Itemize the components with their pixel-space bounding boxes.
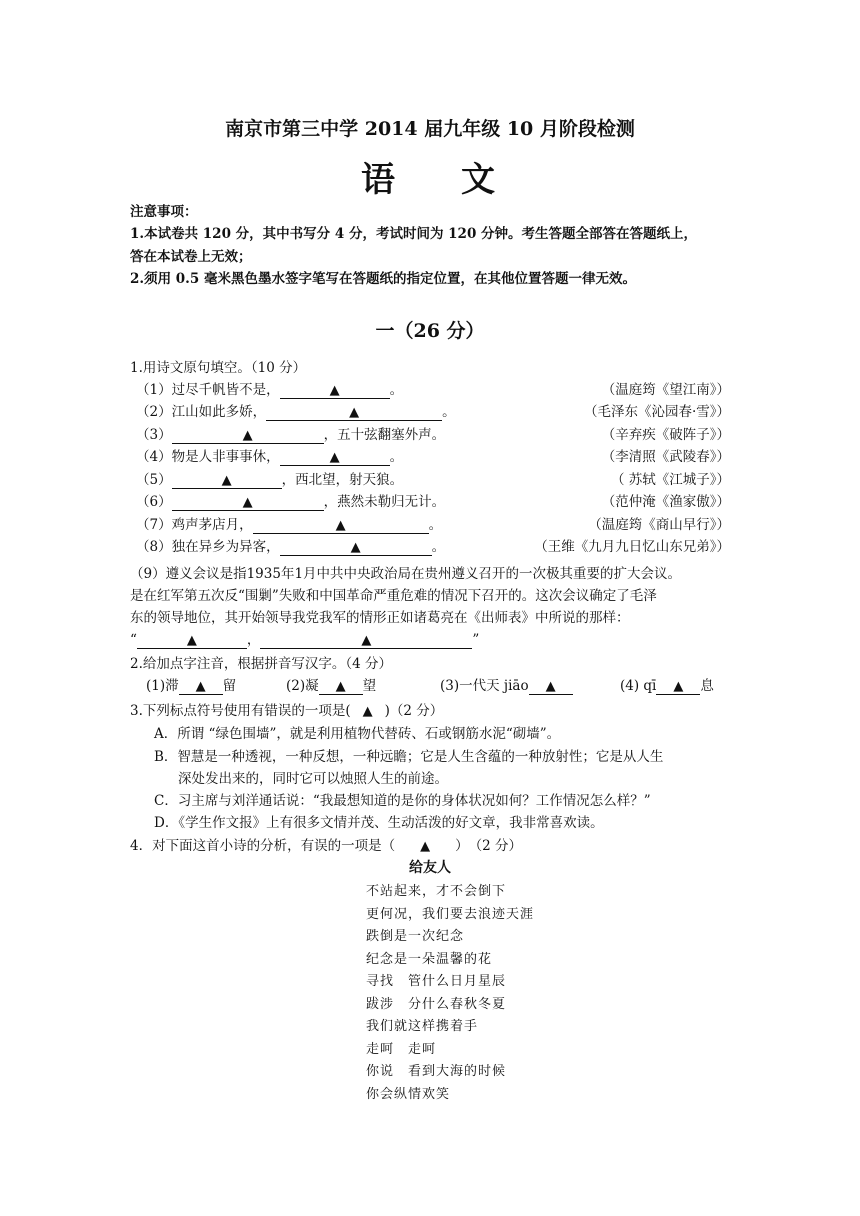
- q3-option-b-line1: B．智慧是一种透视，一种反想，一种远瞻；它是人生含蕴的一种放射性；它是从人生: [154, 749, 664, 765]
- q3-option-c: C．习主席与刘洋通话说：“我最想知道的是你的身体状况如何？工作情况怎么样？”: [154, 793, 651, 809]
- poem-line: 更何况，我们要去浪迹天涯: [366, 906, 535, 922]
- dotted-char: 滞: [165, 678, 179, 694]
- answer-blank[interactable]: [260, 633, 472, 649]
- item-text-before: 江山如此多娇，: [171, 404, 267, 420]
- notice-item2: 2.须用 0.5 毫米黑色墨水签字笔写在答题纸的指定位置，在其他位置答题一律无效。: [130, 271, 636, 287]
- item-text-after: 。: [428, 517, 443, 533]
- quote-open: “: [130, 632, 137, 648]
- item-source: （温庭筠《商山早行》）: [588, 517, 730, 533]
- subject-char-left: 语: [361, 160, 399, 200]
- item-source: （毛泽东《沁园春·雪》）: [583, 404, 730, 420]
- blank-marker: ▲: [673, 679, 684, 694]
- answer-slot[interactable]: [395, 838, 455, 854]
- section-heading: 一（26 分）: [375, 320, 485, 342]
- item-number: （7）: [136, 517, 172, 533]
- notice-item1-line2: 答在本试卷上无效；: [130, 249, 252, 265]
- poem-line: 纪念是一朵温馨的花: [366, 951, 493, 967]
- item-text-after: 。: [431, 539, 446, 555]
- item-text-before: 物是人非事事休，: [171, 449, 280, 465]
- q1-item9-answer: [130, 628, 479, 649]
- item-text-after: 。: [389, 382, 404, 398]
- q2-part4: (4) qī ▲ 息: [620, 678, 714, 694]
- blank-marker: ▲: [361, 633, 372, 648]
- notice-item1-line1: 1.本试卷共 120 分，其中书写分 4 分，考试时间为 120 分钟。考生答题全部答在答题纸上，: [130, 226, 698, 242]
- q1-item: [136, 490, 445, 511]
- q2-part2: (2)凝 ▲ 望: [286, 678, 377, 694]
- q2-part3: (3)一代天 jiāo ▲: [440, 674, 573, 695]
- q1-item: [136, 535, 445, 556]
- item-number: （8）: [136, 539, 172, 555]
- item-text-after: ，五十弦翻塞外声。: [323, 427, 446, 443]
- answer-blank[interactable]: [529, 679, 573, 695]
- blank-marker: ▲: [221, 473, 232, 488]
- blank-marker: ▲: [350, 540, 361, 555]
- answer-blank[interactable]: [172, 495, 324, 511]
- q2-prompt: 2.给加点字注音，根据拼音写汉字。（4 分）: [130, 656, 393, 672]
- blank-marker: ▲: [195, 679, 206, 694]
- q1-item: [136, 513, 442, 534]
- q1-item9-line2: 是在红军第五次反“围剿”失败和中国革命严重危难的情况下召开的。这次会议确定了毛泽: [130, 588, 657, 604]
- answer-blank[interactable]: [179, 679, 223, 695]
- poem-title: 给友人: [409, 860, 451, 876]
- blank-marker: ▲: [329, 383, 340, 398]
- item-source: （ 苏轼《江城子》）: [610, 472, 730, 488]
- item-text-before: 过尽千帆皆不是，: [171, 382, 280, 398]
- poem-line: 我们就这样携着手: [366, 1019, 479, 1034]
- q1-item: [136, 468, 403, 489]
- poem-line: 你说 看到大海的时候: [366, 1064, 507, 1079]
- poem-line: 走呵 走呵: [366, 1041, 437, 1057]
- item-text-before: 鸡声茅店月，: [171, 517, 253, 533]
- answer-blank[interactable]: [280, 450, 390, 466]
- blank-marker: ▲: [362, 704, 373, 719]
- item-number: （1）: [136, 382, 172, 398]
- q2-part1: (1)滞 ▲ 留: [146, 678, 237, 694]
- item-text-after: ，西北望，射天狼。: [281, 472, 404, 488]
- answer-blank[interactable]: [253, 518, 429, 534]
- blank-marker: ▲: [329, 450, 340, 465]
- answer-blank[interactable]: [172, 473, 282, 489]
- blank-marker: ▲: [545, 679, 556, 694]
- answer-blank[interactable]: [656, 679, 700, 695]
- item-number: （6）: [136, 494, 172, 510]
- q3-option-b-line2: 深处发出来的，同时它可以烛照人生的前途。: [178, 771, 448, 787]
- item-source: （王维《九月九日忆山东兄弟》）: [534, 539, 730, 555]
- blank-marker: ▲: [186, 633, 197, 648]
- comma: ，: [246, 632, 261, 648]
- q1-item9-line3: 东的领导地位，其开始领导我党我军的情形正如诸葛亮在《出师表》中所说的那样：: [130, 610, 630, 626]
- q1-item9-line1: （9）遵义会议是指1935年1月中共中央政治局在贵州遵义召开的一次极其重要的扩大会议。: [130, 566, 682, 582]
- q3-option-d: D．《学生作文报》上有很多文情并茂、生动活泼的好文章，我非常喜欢读。: [154, 815, 604, 831]
- q1-item: [136, 423, 445, 444]
- q4-prompt: 4．对下面这首小诗的分析，有误的一项是（ ▲ ） （2 分）: [130, 838, 522, 854]
- poem-line: 跋涉 分什么春秋冬夏: [366, 996, 507, 1012]
- item-source: （温庭筠《望江南》）: [601, 382, 730, 398]
- dotted-char: 凝: [305, 678, 319, 694]
- item-number: （5）: [136, 472, 172, 488]
- item-number: （3）: [136, 427, 172, 443]
- answer-slot[interactable]: [351, 703, 385, 719]
- q1-item: [136, 445, 403, 466]
- exam-title: 南京市第三中学 2014 届九年级 10 月阶段检测: [225, 118, 635, 140]
- answer-blank[interactable]: [172, 428, 324, 444]
- blank-marker: ▲: [242, 428, 253, 443]
- notice-heading: 注意事项：: [130, 204, 198, 220]
- item-number: （4）: [136, 449, 172, 465]
- poem-line: 寻找 管什么日月星辰: [366, 974, 507, 989]
- answer-blank[interactable]: [280, 540, 432, 556]
- subject-char-right: 文: [461, 160, 499, 200]
- blank-marker: ▲: [242, 495, 253, 510]
- item-text-after: 。: [442, 404, 456, 420]
- answer-blank[interactable]: [266, 405, 442, 421]
- answer-blank[interactable]: [137, 633, 247, 649]
- q1-prompt: 1.用诗文原句填空。（10 分）: [130, 360, 307, 376]
- item-number: （2）: [136, 404, 172, 420]
- item-text-after: ，燕然未勒归无计。: [323, 494, 446, 510]
- poem-line: 跌倒是一次纪念: [366, 929, 465, 944]
- subject-title: [0, 152, 860, 201]
- poem-line: 不站起来，才不会倒下: [366, 884, 507, 899]
- answer-blank[interactable]: [319, 679, 363, 695]
- item-source: （范仲淹《渔家傲》）: [601, 494, 730, 510]
- item-text-before: 独在异乡为异客，: [171, 539, 280, 555]
- answer-blank[interactable]: [280, 383, 390, 399]
- blank-marker: ▲: [335, 518, 346, 533]
- item-text-after: 。: [389, 449, 404, 465]
- q1-item: [136, 378, 403, 399]
- q1-item: [136, 400, 456, 421]
- poem-line: 你会纵情欢笑: [366, 1086, 451, 1102]
- item-source: （李清照《武陵春》）: [601, 449, 730, 465]
- q3-prompt: 3.下列标点符号使用有错误的一项是( ▲ )（2 分）: [130, 703, 444, 719]
- quote-close: ”: [472, 632, 480, 648]
- q3-option-a: A．所谓 “绿色围墙”，就是利用植物代替砖、石或钢筋水泥“砌墙”。: [154, 726, 561, 742]
- blank-marker: ▲: [420, 839, 431, 854]
- blank-marker: ▲: [335, 679, 346, 694]
- blank-marker: ▲: [349, 405, 360, 420]
- item-source: （辛弃疾《破阵子》）: [601, 427, 730, 443]
